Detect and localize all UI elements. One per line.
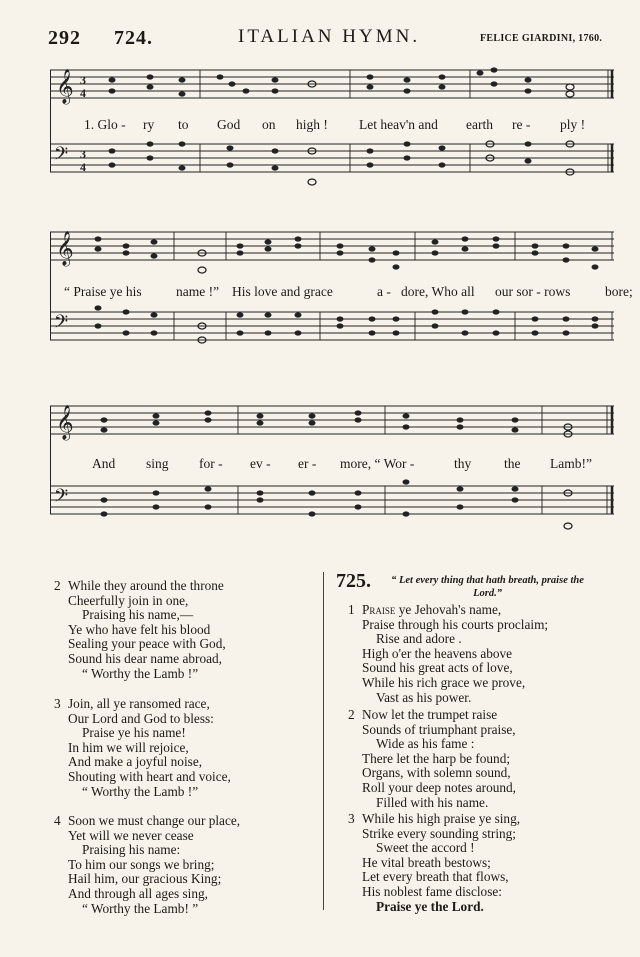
verse-line: “ Worthy the Lamb! ”	[82, 900, 199, 916]
verse-2	[54, 579, 226, 681]
verse-line: High o'er the heavens above	[362, 645, 513, 661]
lyric-syllable: Lamb!”	[550, 456, 592, 471]
verse-line: And through all ages sing,	[68, 885, 208, 901]
verse-line: Praise through his courts proclaim;	[362, 616, 549, 632]
verse-number: 1	[348, 602, 355, 617]
verse-line: Vast as his power.	[376, 689, 472, 705]
bass-clef-icon: 𝄢	[54, 485, 69, 510]
verse-number: 3	[348, 811, 355, 826]
svg-text:3: 3	[80, 147, 86, 161]
scripture-reference: “ Let every thing that hath breath, praise the Lord.”	[391, 575, 584, 599]
verse-line: Strike every sounding string;	[362, 825, 517, 841]
lyric-syllable: a -	[377, 284, 391, 299]
bass-clef-icon: 𝄢	[54, 311, 69, 336]
verse-number: 4	[54, 813, 61, 828]
verse-number: 2	[348, 707, 355, 722]
verse-line: Ye who have felt his blood	[68, 621, 211, 637]
svg-text:4: 4	[80, 86, 86, 100]
verse-3	[54, 697, 231, 799]
lyric-syllable: Let heav'n and	[359, 117, 438, 132]
verse-line: His noblest fame disclose:	[362, 883, 502, 899]
treble-clef-icon: 𝄞	[56, 70, 74, 103]
treble-clef-icon: 𝄞	[56, 232, 74, 265]
lyric-syllable: re -	[512, 117, 531, 132]
lyric-syllable: thy	[454, 456, 472, 471]
verse-line: Yet will we never cease	[68, 827, 194, 843]
verse-line: Sound his dear name abroad,	[68, 650, 222, 666]
lyric-syllable: sing	[146, 456, 169, 471]
verse-line: Praising his name:	[82, 842, 181, 858]
svg-text:3: 3	[80, 73, 86, 87]
hymn725-verse-2	[348, 708, 516, 810]
treble-clef-icon: 𝄞	[56, 406, 74, 439]
column-divider	[323, 572, 324, 910]
lyric-syllable: our sor - rows	[495, 284, 571, 299]
lyric-syllable: earth	[466, 117, 493, 132]
bass-clef-icon: 𝄢	[54, 143, 69, 168]
lyric-syllable: er -	[298, 456, 317, 471]
lyrics-system-3	[92, 456, 612, 472]
verse-number: 2	[54, 578, 61, 593]
verse-line: Join, all ye ransomed race,	[68, 696, 210, 711]
lyric-syllable: God	[217, 117, 241, 132]
verse-line: Praise ye his name!	[82, 725, 186, 741]
verse-line: Sounds of triumphant praise,	[362, 721, 516, 737]
first-word: Praise	[362, 602, 396, 617]
lyrics-system-1	[84, 117, 604, 133]
verse-line: And make a joyful noise,	[68, 754, 203, 770]
lyric-syllable: 1. Glo -	[84, 117, 126, 132]
verse-line: Roll your deep notes around,	[362, 779, 516, 795]
verse-line: Cheerfully join in one,	[68, 592, 189, 608]
verse-line: To him our songs we bring;	[68, 856, 215, 872]
lyric-syllable: more, “ Wor -	[340, 456, 415, 471]
verse-line: “ Worthy the Lamb !”	[82, 665, 199, 681]
verse-line: Organs, with solemn sound,	[362, 765, 511, 781]
verse-4	[54, 814, 240, 916]
verse-line: ye Jehovah's name,	[395, 602, 502, 617]
lyrics-system-2	[64, 284, 633, 300]
verse-line: Let every breath that flows,	[362, 869, 509, 885]
lyric-syllable: ev -	[250, 456, 271, 471]
verse-line: Shouting with heart and voice,	[68, 768, 231, 784]
lyric-syllable: And	[92, 456, 116, 471]
verse-line: He vital breath bestows;	[362, 854, 491, 870]
lyric-syllable: the	[504, 456, 521, 471]
lyric-syllable: ry	[143, 117, 155, 132]
verse-line: Praising his name,—	[82, 607, 194, 623]
verse-line: Our Lord and God to bless:	[68, 710, 214, 726]
verse-line: Wide as his fame :	[376, 736, 475, 752]
verse-line: Hail him, our gracious King;	[68, 871, 222, 887]
lyric-syllable: bore;	[605, 284, 633, 299]
hymn-725-number: 725.	[336, 570, 371, 592]
verse-line: There let the harp be found;	[362, 750, 511, 766]
verse-line: Sweet the accord !	[376, 840, 475, 856]
verse-line: While his high praise ye sing,	[362, 811, 521, 826]
verse-line: Praise ye the Lord.	[376, 898, 484, 914]
verse-line: Sealing your peace with God,	[68, 636, 226, 652]
verse-line: Sound his great acts of love,	[362, 660, 513, 676]
hymn-number: 724.	[114, 27, 153, 49]
verse-number: 3	[54, 696, 61, 711]
lyric-syllable: to	[178, 117, 189, 132]
composer-credit: FELICE GIARDINI, 1760.	[480, 33, 603, 44]
verse-line: Soon we must change our place,	[68, 813, 241, 828]
hymn-title: ITALIAN HYMN.	[238, 26, 421, 47]
hymn725-verse-3	[348, 812, 520, 914]
verse-line: While his rich grace we prove,	[362, 674, 526, 690]
verse-line: Rise and adore .	[376, 631, 462, 647]
svg-text:4: 4	[80, 160, 86, 174]
lyric-syllable: His love and grace	[232, 284, 333, 299]
lyric-syllable: “ Praise ye his	[64, 284, 142, 299]
verse-line: Filled with his name.	[376, 794, 489, 810]
verse-line: While they around the throne	[68, 578, 224, 593]
verse-line: In him we will rejoice,	[68, 739, 189, 755]
lyric-syllable: ply !	[560, 117, 586, 132]
hymn725-verse-1	[348, 603, 548, 705]
lyric-syllable: name !”	[176, 284, 220, 299]
page-number: 292	[48, 27, 81, 49]
lyric-syllable: for -	[199, 456, 223, 471]
verse-line: “ Worthy the Lamb !”	[82, 783, 199, 799]
verse-line: Now let the trumpet raise	[362, 707, 498, 722]
lyric-syllable: dore, Who all	[401, 284, 475, 299]
lyric-syllable: high !	[296, 117, 328, 132]
lyric-syllable: on	[262, 117, 276, 132]
